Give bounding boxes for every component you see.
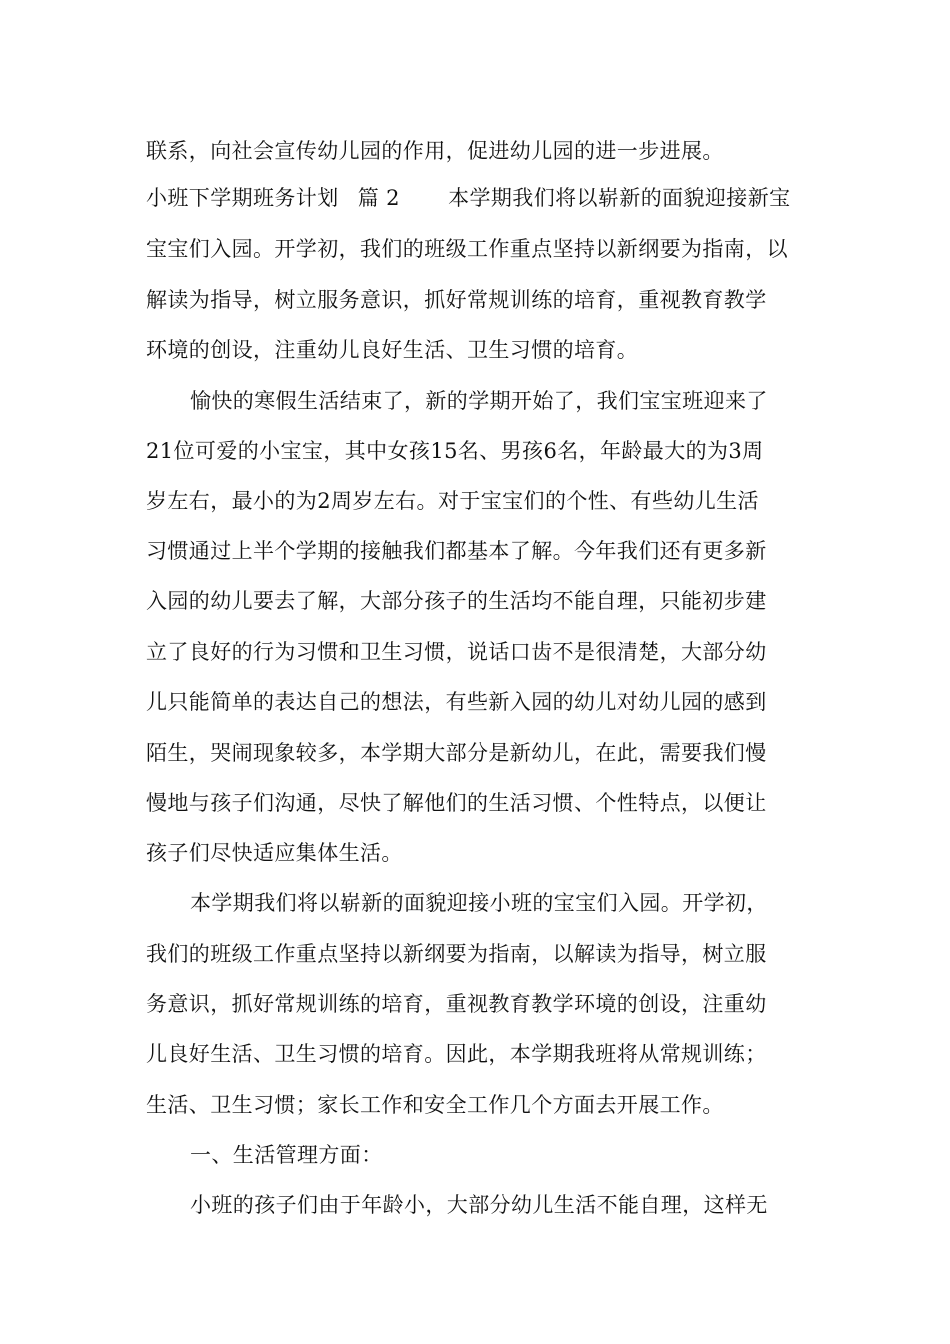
paragraph-first-line: 小班的孩子们由于年龄小，大部分幼儿生活不能自理，这样无 xyxy=(190,1193,768,1217)
text-line: 孩子们尽快适应集体生活。 xyxy=(146,841,403,865)
section-title: 小班下学期班务计划 xyxy=(146,186,339,210)
text-line: 生活、卫生习惯；家长工作和安全工作几个方面去开展工作。 xyxy=(146,1093,724,1117)
text-line: 习惯通过上半个学期的接触我们都基本了解。今年我们还有更多新 xyxy=(146,539,767,563)
text-line: 立了良好的行为习惯和卫生习惯，说话口齿不是很清楚，大部分幼 xyxy=(146,640,767,664)
text-line: 宝宝们入园。开学初，我们的班级工作重点坚持以新纲要为指南，以 xyxy=(146,237,788,261)
text-line: 儿只能简单的表达自己的想法，有些新入园的幼儿对幼儿园的感到 xyxy=(146,690,767,714)
text-line: 21位可爱的小宝宝，其中女孩15名、男孩6名，年龄最大的为3周 xyxy=(146,439,764,463)
section-heading-line xyxy=(146,183,816,213)
section-first-text: 本学期我们将以崭新的面貌迎接新宝 xyxy=(448,186,791,210)
text-line: 慢地与孩子们沟通，尽快了解他们的生活习惯、个性特点，以便让 xyxy=(146,791,767,815)
text-line: 务意识，抓好常规训练的培育，重视教育教学环境的创设，注重幼 xyxy=(146,992,767,1016)
text-line: 联系，向社会宣传幼儿园的作用，促进幼儿园的进一步进展。 xyxy=(146,139,724,163)
text-line: 岁左右，最小的为2周岁左右。对于宝宝们的个性、有些幼儿生活 xyxy=(146,489,759,513)
text-line: 儿良好生活、卫生习惯的培育。因此，本学期我班将从常规训练； xyxy=(146,1042,767,1066)
paragraph-first-line: 愉快的寒假生活结束了，新的学期开始了，我们宝宝班迎来了 xyxy=(190,389,768,413)
paragraph-first-line: 本学期我们将以崭新的面貌迎接小班的宝宝们入园。开学初， xyxy=(190,891,768,915)
text-line: 陌生，哭闹现象较多，本学期大部分是新幼儿，在此，需要我们慢 xyxy=(146,741,767,765)
text-line: 我们的班级工作重点坚持以新纲要为指南，以解读为指导，树立服 xyxy=(146,942,767,966)
text-line: 入园的幼儿要去了解，大部分孩子的生活均不能自理，只能初步建 xyxy=(146,589,767,613)
text-line: 环境的创设，注重幼儿良好生活、卫生习惯的培育。 xyxy=(146,338,639,362)
text-line: 解读为指导，树立服务意识，抓好常规训练的培育，重视教育教学 xyxy=(146,288,767,312)
subsection-heading: 一、生活管理方面： xyxy=(190,1143,383,1167)
section-part: 篇 2 xyxy=(357,186,400,210)
